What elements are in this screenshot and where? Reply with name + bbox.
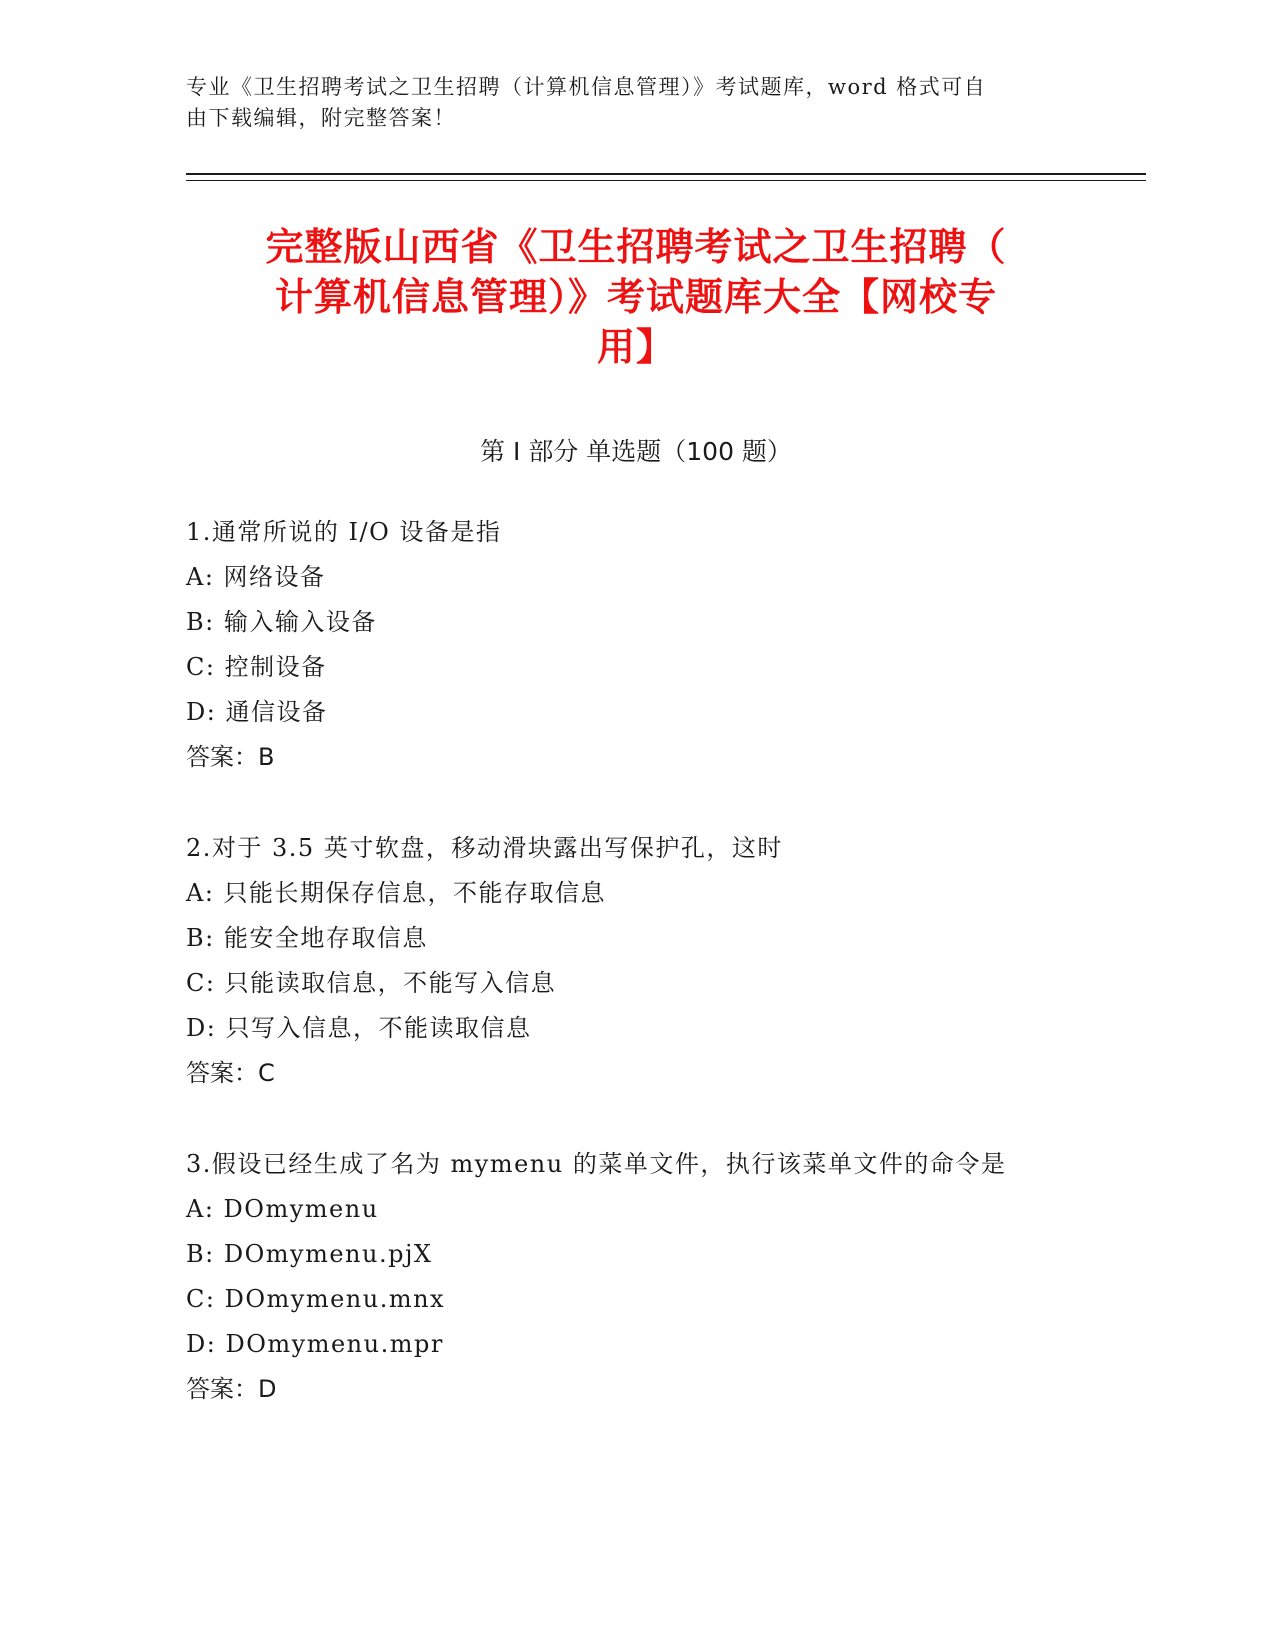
header-divider-thick bbox=[186, 173, 1146, 175]
option-d: D: 只写入信息，不能读取信息 bbox=[186, 1014, 532, 1042]
answer: 答案：D bbox=[186, 1375, 277, 1403]
option-d: D: 通信设备 bbox=[186, 698, 328, 726]
question-1 bbox=[186, 510, 1126, 780]
option-c: C: 只能读取信息，不能写入信息 bbox=[186, 969, 557, 997]
option-b: B: 输入输入设备 bbox=[186, 608, 377, 636]
document-title bbox=[186, 222, 1086, 372]
option-a: A: DOmymenu bbox=[186, 1195, 379, 1223]
header-note-line-1: 专业《卫生招聘考试之卫生招聘（计算机信息管理）》考试题库，word 格式可自 bbox=[186, 75, 987, 99]
question-stem: 2.对于 3.5 英寸软盘，移动滑块露出写保护孔，这时 bbox=[186, 834, 783, 862]
header-divider-thin bbox=[186, 180, 1146, 181]
option-c: C: DOmymenu.mnx bbox=[186, 1285, 446, 1313]
title-line-3: 用】 bbox=[596, 325, 675, 369]
option-b: B: 能安全地存取信息 bbox=[186, 924, 428, 952]
option-b: B: DOmymenu.pjX bbox=[186, 1240, 433, 1268]
question-3 bbox=[186, 1142, 1126, 1412]
answer: 答案：C bbox=[186, 1059, 275, 1087]
question-stem: 1.通常所说的 I/O 设备是指 bbox=[186, 518, 502, 546]
title-line-1: 完整版山西省《卫生招聘考试之卫生招聘（ bbox=[265, 225, 1007, 269]
option-d: D: DOmymenu.mpr bbox=[186, 1330, 444, 1358]
question-2 bbox=[186, 826, 1126, 1096]
option-c: C: 控制设备 bbox=[186, 653, 327, 681]
header-note-line-2: 由下载编辑，附完整答案！ bbox=[186, 106, 456, 130]
question-stem: 3.假设已经生成了名为 mymenu 的菜单文件，执行该菜单文件的命令是 bbox=[186, 1150, 1007, 1178]
title-line-2: 计算机信息管理）》考试题库大全【网校专 bbox=[274, 275, 997, 319]
option-a: A: 网络设备 bbox=[186, 563, 326, 591]
document-header-note bbox=[186, 72, 1086, 134]
option-a: A: 只能长期保存信息，不能存取信息 bbox=[186, 879, 607, 907]
answer: 答案：B bbox=[186, 743, 275, 771]
section-heading: 第 I 部分 单选题（100 题） bbox=[480, 437, 792, 466]
